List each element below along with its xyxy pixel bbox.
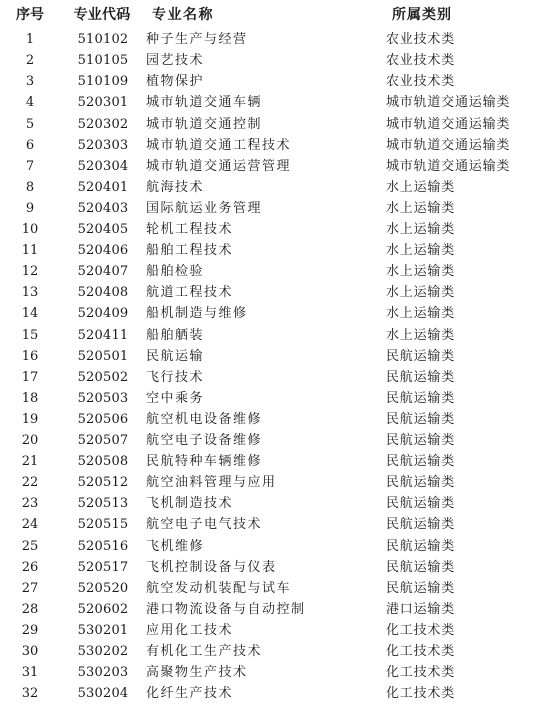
table-row — [0, 177, 537, 198]
row-category: 农业技术类 — [386, 53, 456, 69]
row-code: 520507 — [77, 433, 129, 448]
row-category: 化工技术类 — [386, 686, 456, 702]
table-row — [0, 578, 537, 599]
table-row — [0, 29, 537, 50]
table-row — [0, 240, 537, 261]
row-category: 民航运输类 — [386, 475, 456, 491]
row-category: 民航运输类 — [386, 580, 456, 596]
row-code: 520502 — [77, 369, 129, 385]
row-code: 520517 — [77, 559, 129, 575]
row-code: 520515 — [77, 517, 129, 533]
row-code: 510109 — [77, 74, 129, 90]
row-code: 520303 — [77, 137, 129, 153]
row-index: 4 — [25, 95, 35, 111]
row-index: 15 — [21, 327, 39, 343]
row-index: 24 — [21, 517, 39, 533]
header-code: 专业代码 — [73, 7, 131, 23]
row-category: 化工技术类 — [386, 622, 456, 638]
row-code: 520512 — [77, 475, 129, 491]
row-category: 港口运输类 — [386, 601, 456, 617]
row-code: 530204 — [77, 686, 129, 702]
table-row — [0, 493, 537, 514]
row-code: 520403 — [77, 200, 129, 216]
row-code: 520516 — [77, 538, 129, 554]
row-name: 高聚物生产技术 — [146, 665, 248, 681]
row-category: 水上运输类 — [386, 200, 456, 216]
header-index: 序号 — [16, 7, 44, 23]
row-name: 航空发动机装配与试车 — [146, 580, 292, 596]
row-category: 化工技术类 — [386, 665, 456, 681]
row-name: 航空电子电气技术 — [146, 517, 263, 533]
row-index: 23 — [21, 496, 39, 512]
row-code: 520513 — [77, 496, 129, 512]
row-category: 水上运输类 — [386, 243, 456, 259]
row-name: 园艺技术 — [146, 53, 205, 69]
row-name: 航道工程技术 — [146, 285, 234, 301]
table-header — [0, 5, 537, 26]
table-row — [0, 388, 537, 409]
row-category: 农业技术类 — [386, 32, 456, 48]
row-code: 530203 — [77, 665, 129, 681]
row-name: 民航运输 — [146, 348, 205, 364]
row-index: 11 — [21, 243, 39, 259]
row-index: 20 — [21, 433, 39, 448]
table-row — [0, 599, 537, 620]
table-row — [0, 620, 537, 641]
table-row — [0, 557, 537, 578]
row-name: 化纤生产技术 — [146, 686, 234, 702]
table-row — [0, 92, 537, 113]
row-name: 城市轨道交通工程技术 — [146, 137, 292, 153]
row-name: 航空油料管理与应用 — [146, 475, 277, 491]
row-index: 3 — [25, 74, 35, 90]
row-name: 轮机工程技术 — [146, 222, 234, 237]
row-name: 船舶舾装 — [146, 327, 205, 343]
row-name: 航海技术 — [146, 179, 205, 195]
row-name: 船舶工程技术 — [146, 243, 234, 259]
row-code: 520503 — [77, 390, 129, 406]
row-code: 520304 — [77, 158, 129, 174]
row-code: 530202 — [77, 644, 129, 659]
table-row — [0, 514, 537, 535]
table-row — [0, 135, 537, 156]
row-category: 城市轨道交通运输类 — [386, 137, 511, 153]
row-index: 32 — [21, 686, 39, 702]
row-name: 船舶检验 — [146, 264, 205, 280]
table-row — [0, 367, 537, 388]
row-category: 民航运输类 — [386, 559, 456, 575]
row-category: 民航运输类 — [386, 454, 456, 470]
row-name: 植物保护 — [146, 74, 205, 90]
header-name: 专业名称 — [152, 7, 214, 23]
row-index: 22 — [21, 475, 39, 491]
row-index: 25 — [21, 538, 39, 554]
row-index: 12 — [21, 264, 39, 280]
row-index: 8 — [25, 179, 35, 195]
table-row — [0, 282, 537, 303]
row-name: 民航特种车辆维修 — [146, 454, 263, 470]
row-category: 水上运输类 — [386, 264, 456, 280]
table-row — [0, 409, 537, 430]
row-name: 城市轨道交通控制 — [146, 116, 263, 132]
row-index: 21 — [21, 454, 39, 470]
row-code: 520302 — [77, 116, 129, 132]
row-name: 城市轨道交通运营管理 — [146, 158, 292, 174]
header-category: 所属类别 — [392, 7, 452, 23]
row-name: 城市轨道交通车辆 — [146, 95, 263, 111]
row-name: 港口物流设备与自动控制 — [146, 601, 306, 617]
row-category: 民航运输类 — [386, 348, 456, 364]
row-code: 520602 — [77, 601, 129, 617]
table-row — [0, 303, 537, 324]
table-row — [0, 641, 537, 662]
table-row — [0, 683, 537, 704]
row-index: 18 — [21, 390, 39, 406]
row-name: 飞行技术 — [146, 369, 205, 385]
row-category: 民航运输类 — [386, 538, 456, 554]
row-code: 520508 — [77, 454, 129, 470]
row-index: 10 — [21, 222, 39, 237]
table-row — [0, 346, 537, 367]
row-code: 510102 — [77, 32, 129, 48]
row-category: 民航运输类 — [386, 390, 456, 406]
row-category: 水上运输类 — [386, 327, 456, 343]
row-category: 水上运输类 — [386, 285, 456, 301]
row-name: 飞机控制设备与仪表 — [146, 559, 277, 575]
row-category: 民航运输类 — [386, 411, 456, 427]
table-row — [0, 536, 537, 557]
table-row — [0, 50, 537, 71]
row-code: 520301 — [77, 95, 129, 111]
row-name: 航空机电设备维修 — [146, 411, 263, 427]
row-category: 城市轨道交通运输类 — [386, 158, 511, 174]
row-name: 飞机维修 — [146, 538, 205, 554]
table-row — [0, 156, 537, 177]
row-category: 水上运输类 — [386, 179, 456, 195]
row-index: 27 — [21, 580, 39, 596]
row-index: 19 — [21, 411, 39, 427]
row-index: 28 — [21, 601, 39, 617]
row-name: 航空电子设备维修 — [146, 433, 263, 448]
row-category: 水上运输类 — [386, 222, 456, 237]
table-row — [0, 261, 537, 282]
table-row — [0, 71, 537, 92]
row-category: 民航运输类 — [386, 517, 456, 533]
row-code: 520409 — [77, 306, 129, 322]
row-category: 民航运输类 — [386, 433, 456, 448]
row-index: 30 — [21, 644, 39, 659]
table-row — [0, 219, 537, 240]
row-code: 520501 — [77, 348, 129, 364]
row-index: 2 — [25, 53, 35, 69]
row-index: 26 — [21, 559, 39, 575]
table-row — [0, 325, 537, 346]
table-row — [0, 114, 537, 135]
table-row — [0, 451, 537, 472]
row-category: 城市轨道交通运输类 — [386, 116, 511, 132]
row-code: 520408 — [77, 285, 129, 301]
table-row — [0, 662, 537, 683]
row-index: 13 — [21, 285, 39, 301]
row-code: 530201 — [77, 622, 129, 638]
row-code: 510105 — [77, 53, 129, 69]
row-index: 31 — [21, 665, 39, 681]
row-category: 民航运输类 — [386, 369, 456, 385]
row-name: 国际航运业务管理 — [146, 200, 263, 216]
row-category: 水上运输类 — [386, 306, 456, 322]
row-code: 520406 — [77, 243, 129, 259]
row-category: 民航运输类 — [386, 496, 456, 512]
row-name: 有机化工生产技术 — [146, 644, 263, 659]
table-row — [0, 198, 537, 219]
row-index: 29 — [21, 622, 39, 638]
row-index: 17 — [21, 369, 39, 385]
row-index: 6 — [25, 137, 35, 153]
row-name: 船机制造与维修 — [146, 306, 248, 322]
row-code: 520506 — [77, 411, 129, 427]
row-code: 520405 — [77, 222, 129, 237]
row-code: 520520 — [77, 580, 129, 596]
row-name: 飞机制造技术 — [146, 496, 234, 512]
row-category: 农业技术类 — [386, 74, 456, 90]
row-code: 520401 — [77, 179, 129, 195]
table-row — [0, 430, 537, 451]
row-index: 1 — [25, 32, 35, 48]
row-code: 520407 — [77, 264, 129, 280]
row-index: 14 — [21, 306, 39, 322]
row-category: 化工技术类 — [386, 644, 456, 659]
row-index: 9 — [25, 200, 35, 216]
row-name: 应用化工技术 — [146, 622, 234, 638]
row-name: 空中乘务 — [146, 390, 205, 406]
row-category: 城市轨道交通运输类 — [386, 95, 511, 111]
row-name: 种子生产与经营 — [146, 32, 248, 48]
row-index: 7 — [25, 158, 35, 174]
row-index: 5 — [25, 116, 35, 132]
row-code: 520411 — [77, 327, 129, 343]
table-row — [0, 472, 537, 493]
row-index: 16 — [21, 348, 39, 364]
